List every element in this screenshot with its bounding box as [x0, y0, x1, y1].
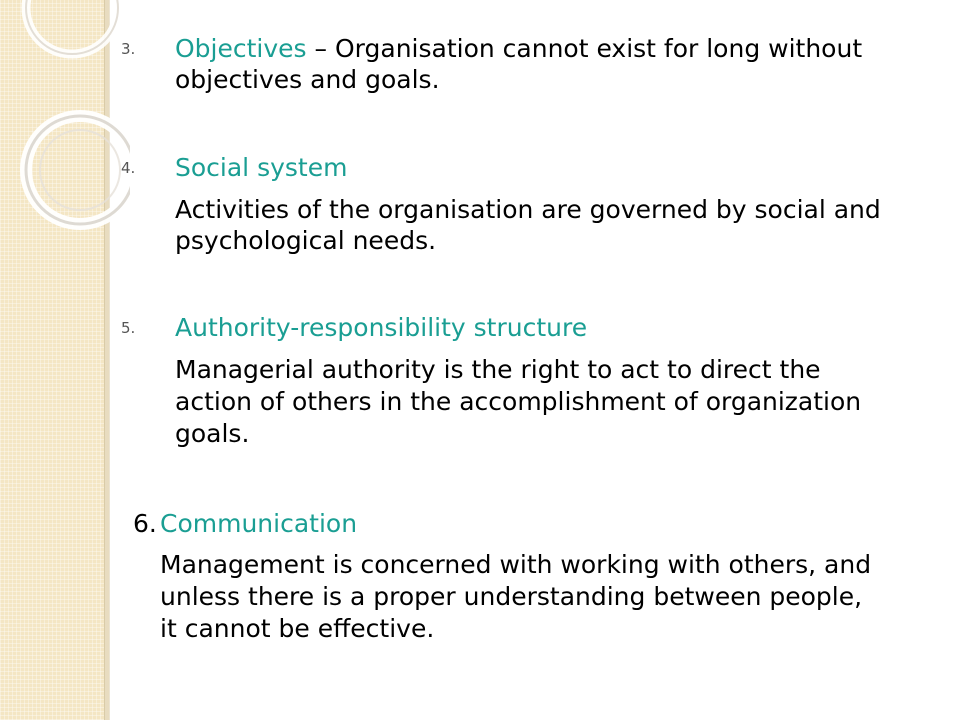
- item-line: action of others in the accomplishment of organization: [175, 387, 862, 416]
- item-line: [175, 33, 862, 64]
- item-number: 6.: [133, 509, 157, 538]
- item-number: 5.: [121, 319, 136, 337]
- item-text: Organisation cannot exist for long without: [334, 34, 863, 63]
- item-line: goals.: [175, 419, 250, 448]
- item-heading: Social system: [175, 153, 348, 182]
- item-separator: –: [306, 34, 335, 63]
- item-number: 4.: [121, 159, 136, 177]
- item-line: unless there is a proper understanding between people,: [160, 582, 863, 611]
- item-heading: Authority-responsibility structure: [175, 313, 588, 342]
- item-line: psychological needs.: [175, 226, 437, 255]
- item-line: Managerial authority is the right to act to direct the: [175, 355, 821, 384]
- item-line: objectives and goals.: [175, 65, 440, 94]
- item-line: Management is concerned with working with others, and: [160, 550, 872, 579]
- item-heading: Communication: [160, 509, 358, 538]
- item-number: 3.: [121, 40, 136, 58]
- item-line: Activities of the organisation are governed by social and: [175, 195, 881, 224]
- item-heading: Objectives: [175, 34, 307, 63]
- item-line: it cannot be effective.: [160, 614, 435, 643]
